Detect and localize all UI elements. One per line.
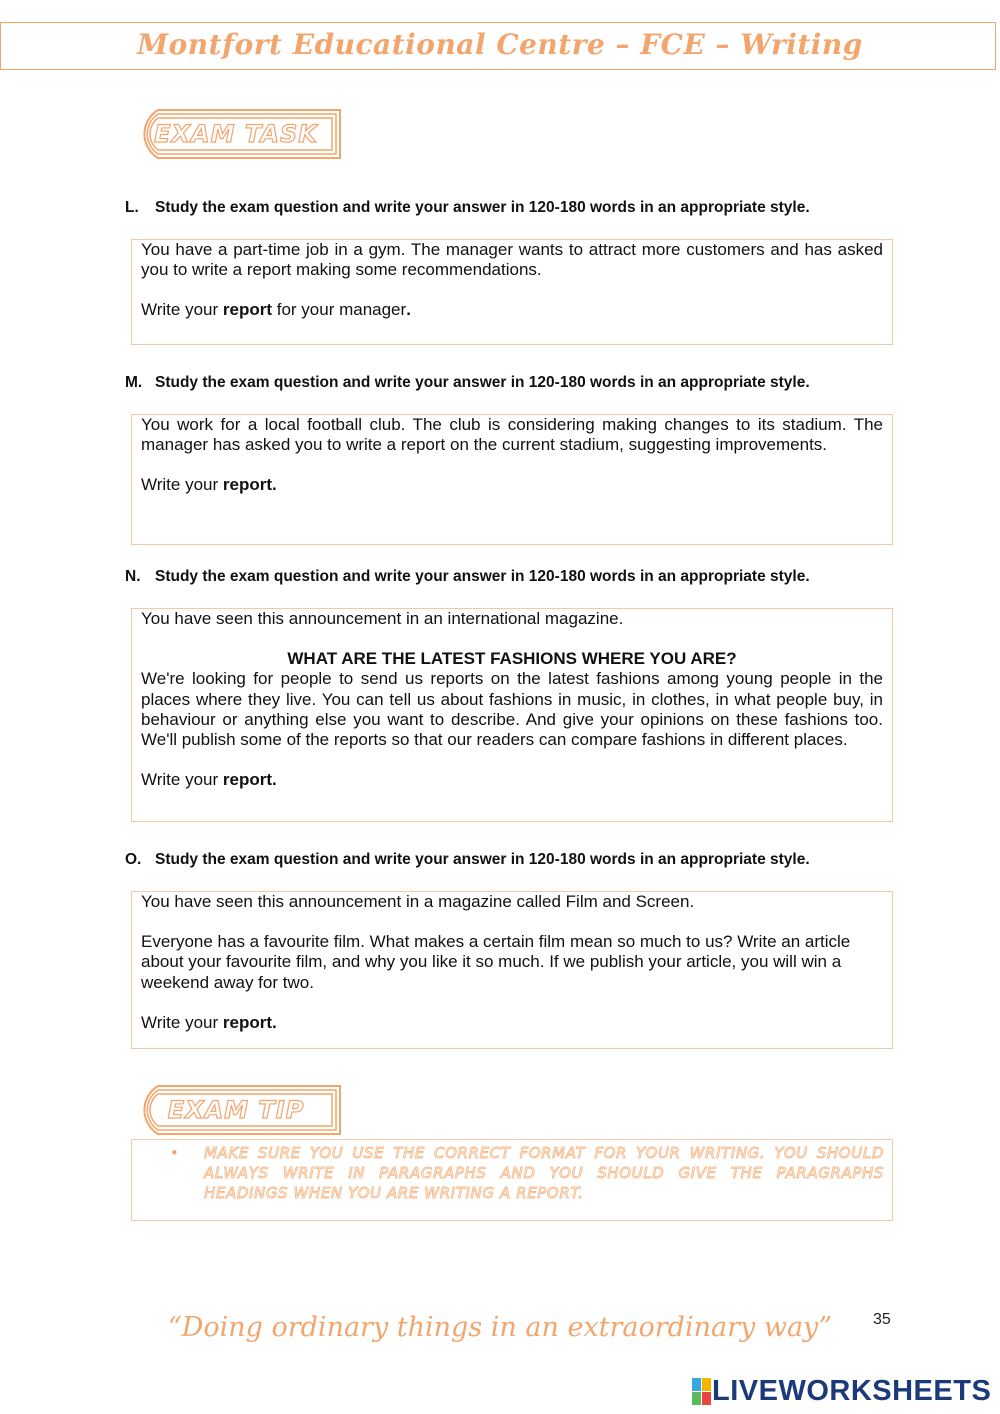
instruction-text: Study the exam question and write your answer in 120-180 words in an appropriate style. [155,568,810,585]
exam-tip-badge [118,1078,346,1144]
exam-tip-box [131,1139,893,1221]
question-letter: M. [125,374,143,391]
task-box-l [131,239,893,345]
task-closing [141,475,883,495]
exam-task-label: EXAM TASK [154,120,318,148]
question-m-instruction [125,374,885,392]
task-paragraph: You work for a local football club. The club is considering making changes to its stadium. The manager has asked you to write a report on the current stadium, suggesting improvements. [141,415,883,455]
logo-text: LIVEWORKSHEETS [712,1374,992,1407]
closing-prefix: Write your [141,300,223,320]
task-closing [141,770,883,790]
liveworksheets-logo[interactable] [692,1376,991,1406]
instruction-text: Study the exam question and write your answer in 120-180 words in an appropriate style. [155,199,810,216]
footer-quote: “Doing ordinary things in an extraordinary way” [167,1312,833,1343]
task-body: Everyone has a favourite film. What makes a certain film mean so much to us? Write an article about your favourite film, and why you like it so much. If we publish your article, you will win a weekend away for two. [141,932,851,992]
question-l-instruction [125,199,885,217]
task-intro: You have seen this announcement in a magazine called Film and Screen. [141,892,695,911]
page-number: 35 [873,1311,891,1328]
tip-text: MAKE SURE YOU USE THE CORRECT FORMAT FOR YOUR WRITING. YOU SHOULD ALWAYS WRITE IN PARAGRAPHS AND YOU SHOULD GIVE THE PARAGRAPHS HEADINGS WHEN YOU ARE WRITING A REPORT. [204,1144,884,1202]
closing-bold: report. [222,1012,277,1032]
task-box-o [131,891,893,1049]
task-paragraph: You have a part-time job in a gym. The manager wants to attract more customers and has asked you to write a report making some recommendations. [141,240,883,280]
closing-prefix: Write your [141,770,223,790]
task-closing [141,1013,883,1033]
question-letter: O. [125,851,142,868]
logo-squares-icon [692,1378,710,1404]
announcement-body: We're looking for people to send us reports on the latest fashions among young people in the places where they live. You can tell us about fashions in music, in clothes, in what people buy, in behaviour or anything else you want to describe. And give your opinions on these fashions too. We'll publish some of the reports so that our readers can compare fashions in different places. [141,669,883,750]
closing-suffix: for your manager [272,300,407,320]
exam-tip-label: EXAM TIP [167,1096,305,1124]
page-header-title: Montfort Educational Centre – FCE – Writing [137,28,863,61]
closing-prefix: Write your [141,1012,223,1032]
instruction-text: Study the exam question and write your answer in 120-180 words in an appropriate style. [155,374,810,391]
closing-bold: report. [222,770,277,790]
question-o-instruction [125,851,885,869]
task-box-n [131,608,893,822]
exam-task-badge [118,102,346,168]
question-n-instruction [125,568,885,586]
bullet-icon: • [170,1144,179,1162]
task-box-m [131,414,893,545]
closing-bold: report. [222,475,277,495]
question-letter: L. [125,199,139,216]
closing-bold: report [222,300,272,320]
task-closing [141,300,883,320]
question-letter: N. [125,568,141,585]
instruction-text: Study the exam question and write your answer in 120-180 words in an appropriate style. [155,851,810,868]
task-intro: You have seen this announcement in an international magazine. [141,609,624,628]
closing-end: . [406,300,411,320]
announcement-title: WHAT ARE THE LATEST FASHIONS WHERE YOU ARE? [287,649,737,669]
closing-prefix: Write your [141,475,223,495]
